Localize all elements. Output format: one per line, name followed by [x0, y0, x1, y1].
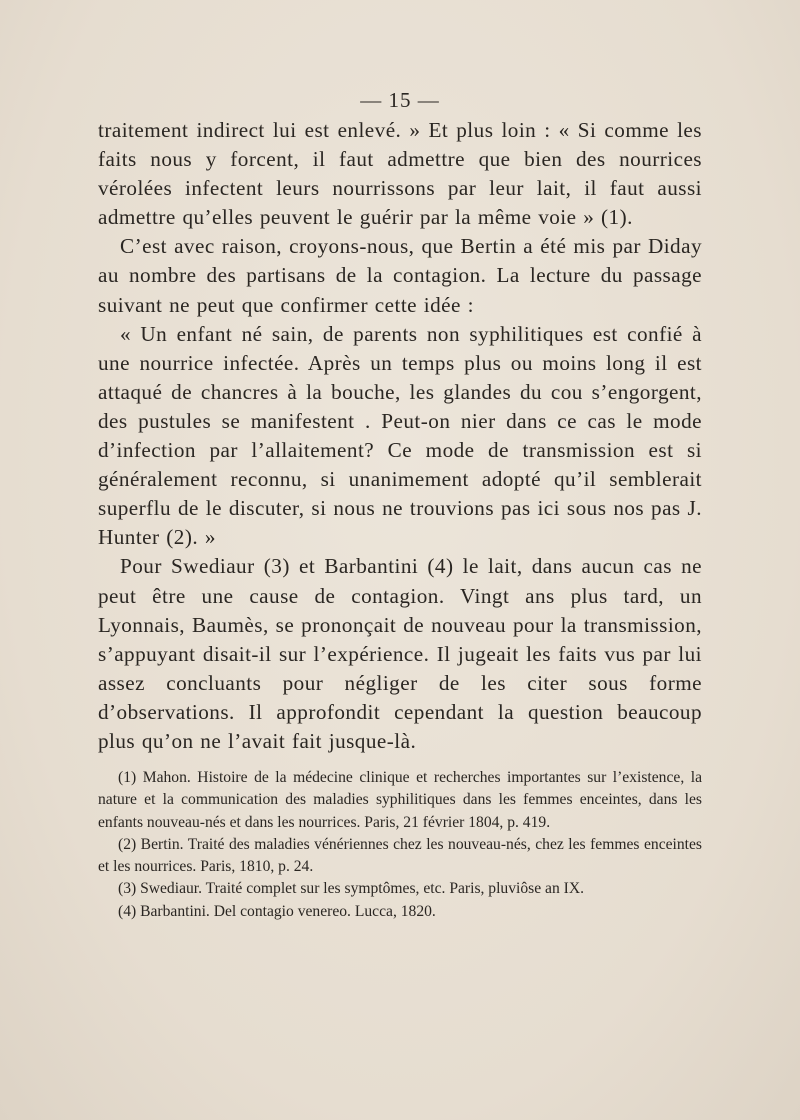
paragraph-bertin: C’est avec raison, croyons-nous, que Bertin a été mis par Diday au nombre des partisans de la contagion. La lecture du passage suivant ne peut que confirmer cette idée : — [98, 234, 702, 317]
paragraph-quotation: « Un enfant né sain, de parents non syphilitiques est confié à une nourrice infectée. Après un temps plus ou moins long il est attaqué de chancres à la bouche, les glandes du cou s’engorgent, des pustules se manifestent . Peut-on nier dans ce cas le mode d’infection par l’allaitement? Ce mode de transmission est si généralement reconnu, si unanimement adopté qu’il semblerait superflu de le discuter, si nous ne trouvions pas ici sous nos pas J. Hunter (2). » — [98, 321, 702, 550]
footnote-2: (2) Bertin. Traité des maladies vénériennes chez les nouveau-nés, chez les femmes enceintes et les nourrices. Paris, 1810, p. 24. — [98, 835, 702, 876]
footnote-3: (3) Swediaur. Traité complet sur les symptômes, etc. Paris, pluviôse an IX. — [118, 880, 585, 898]
page-number: — 15 — — [360, 88, 440, 112]
footnote-4: (4) Barbantini. Del contagio venereo. Lucca, 1820. — [118, 902, 436, 920]
paragraph-swediaur: Pour Swediaur (3) et Barbantini (4) le lait, dans aucun cas ne peut être une cause de contagion. Vingt ans plus tard, un Lyonnais, Baumès, se prononçait de nouveau pour la transmission, s’appuyant disait-il sur l’expérience. Il jugeait les faits vus par lui assez concluants pour négliger de les citer sous forme d’observations. Il approfondit cependant la question beaucoup plus qu’on ne l’avait fait jusque-là. — [98, 554, 702, 753]
footnote-1: (1) Mahon. Histoire de la médecine clinique et recherches importantes sur l’existence, la nature et la communication des maladies syphilitiques dans les femmes enceintes, dans les enfants nouveau-nés et dans les nourrices. Paris, 21 février 1804, p. 419. — [98, 769, 702, 831]
footnotes — [98, 767, 702, 923]
body-text — [98, 116, 702, 756]
paragraph-continuation: traitement indirect lui est enlevé. » Et plus loin : « Si comme les faits nous y forcent, il faut admettre que bien des nourrices vérolées infectent leurs nourrissons par leur lait, il faut aussi admettre qu’elles peuvent le guérir par la même voie » (1). — [98, 118, 702, 230]
